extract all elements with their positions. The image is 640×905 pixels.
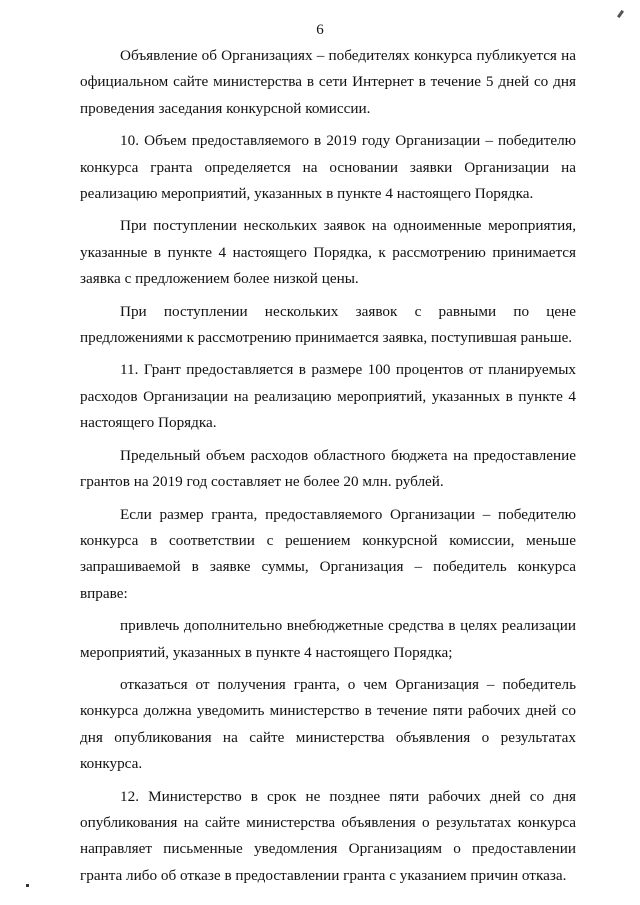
scan-dot	[26, 884, 29, 887]
paragraph-grant-smaller: Если размер гранта, предоставляемого Организации – победителю конкурса в соответствии с решением конкурсной комиссии, меньше запрашиваемой в заявке суммы, Организация – победитель конкурса вправе:	[80, 505, 576, 602]
paragraph-item-10: 10. Объем предоставляемого в 2019 году Организации – победителю конкурса гранта определяется на основании заявки Организации на реализацию мероприятий, указанных в пункте 4 настоящего Порядка.	[80, 132, 576, 203]
paragraph-option-refuse-grant: отказаться от получения гранта, о чем Организация – победитель конкурса должна уведомить министерство в течение пяти рабочих дней со дня опубликования на сайте министерства объявления о результатах конкурса.	[80, 675, 576, 773]
paragraph-budget-limit: Предельный объем расходов областного бюджета на предоставление грантов на 2019 год составляет не более 20 млн. рублей.	[80, 446, 576, 491]
paragraph-announcement: Объявление об Организациях – победителях конкурса публикуется на официальном сайте министерства в сети Интернет в течение 5 дней со дня проведения заседания конкурсной комиссии.	[80, 47, 576, 117]
paragraph-equal-prices: При поступлении нескольких заявок с равными по цене предложениями к рассмотрению принимается заявка, поступившая раньше.	[80, 302, 576, 347]
scan-mark	[617, 10, 624, 18]
paragraph-item-12: 12. Министерство в срок не позднее пяти рабочих дней со дня опубликования на сайте министерства объявления о результатах конкурса направляет письменные уведомления Организациям о предоставлении гранта либо об отказе в предоставлении гранта с указанием причин отказа.	[80, 787, 576, 884]
document-body	[80, 43, 576, 895]
paragraph-option-attract-funds: привлечь дополнительно внебюджетные средства в целях реализации мероприятий, указанных в пункте 4 настоящего Порядка;	[80, 617, 576, 661]
paragraph-item-11: 11. Грант предоставляется в размере 100 процентов от планируемых расходов Организации на реализацию мероприятий, указанных в пункте 4 настоящего Порядка.	[80, 361, 576, 432]
paragraph-multiple-applications: При поступлении нескольких заявок на одноименные мероприятия, указанные в пункте 4 настоящего Порядка, к рассмотрению принимается заявка с предложением более низкой цены.	[80, 217, 576, 288]
page-number: 6	[316, 22, 324, 38]
